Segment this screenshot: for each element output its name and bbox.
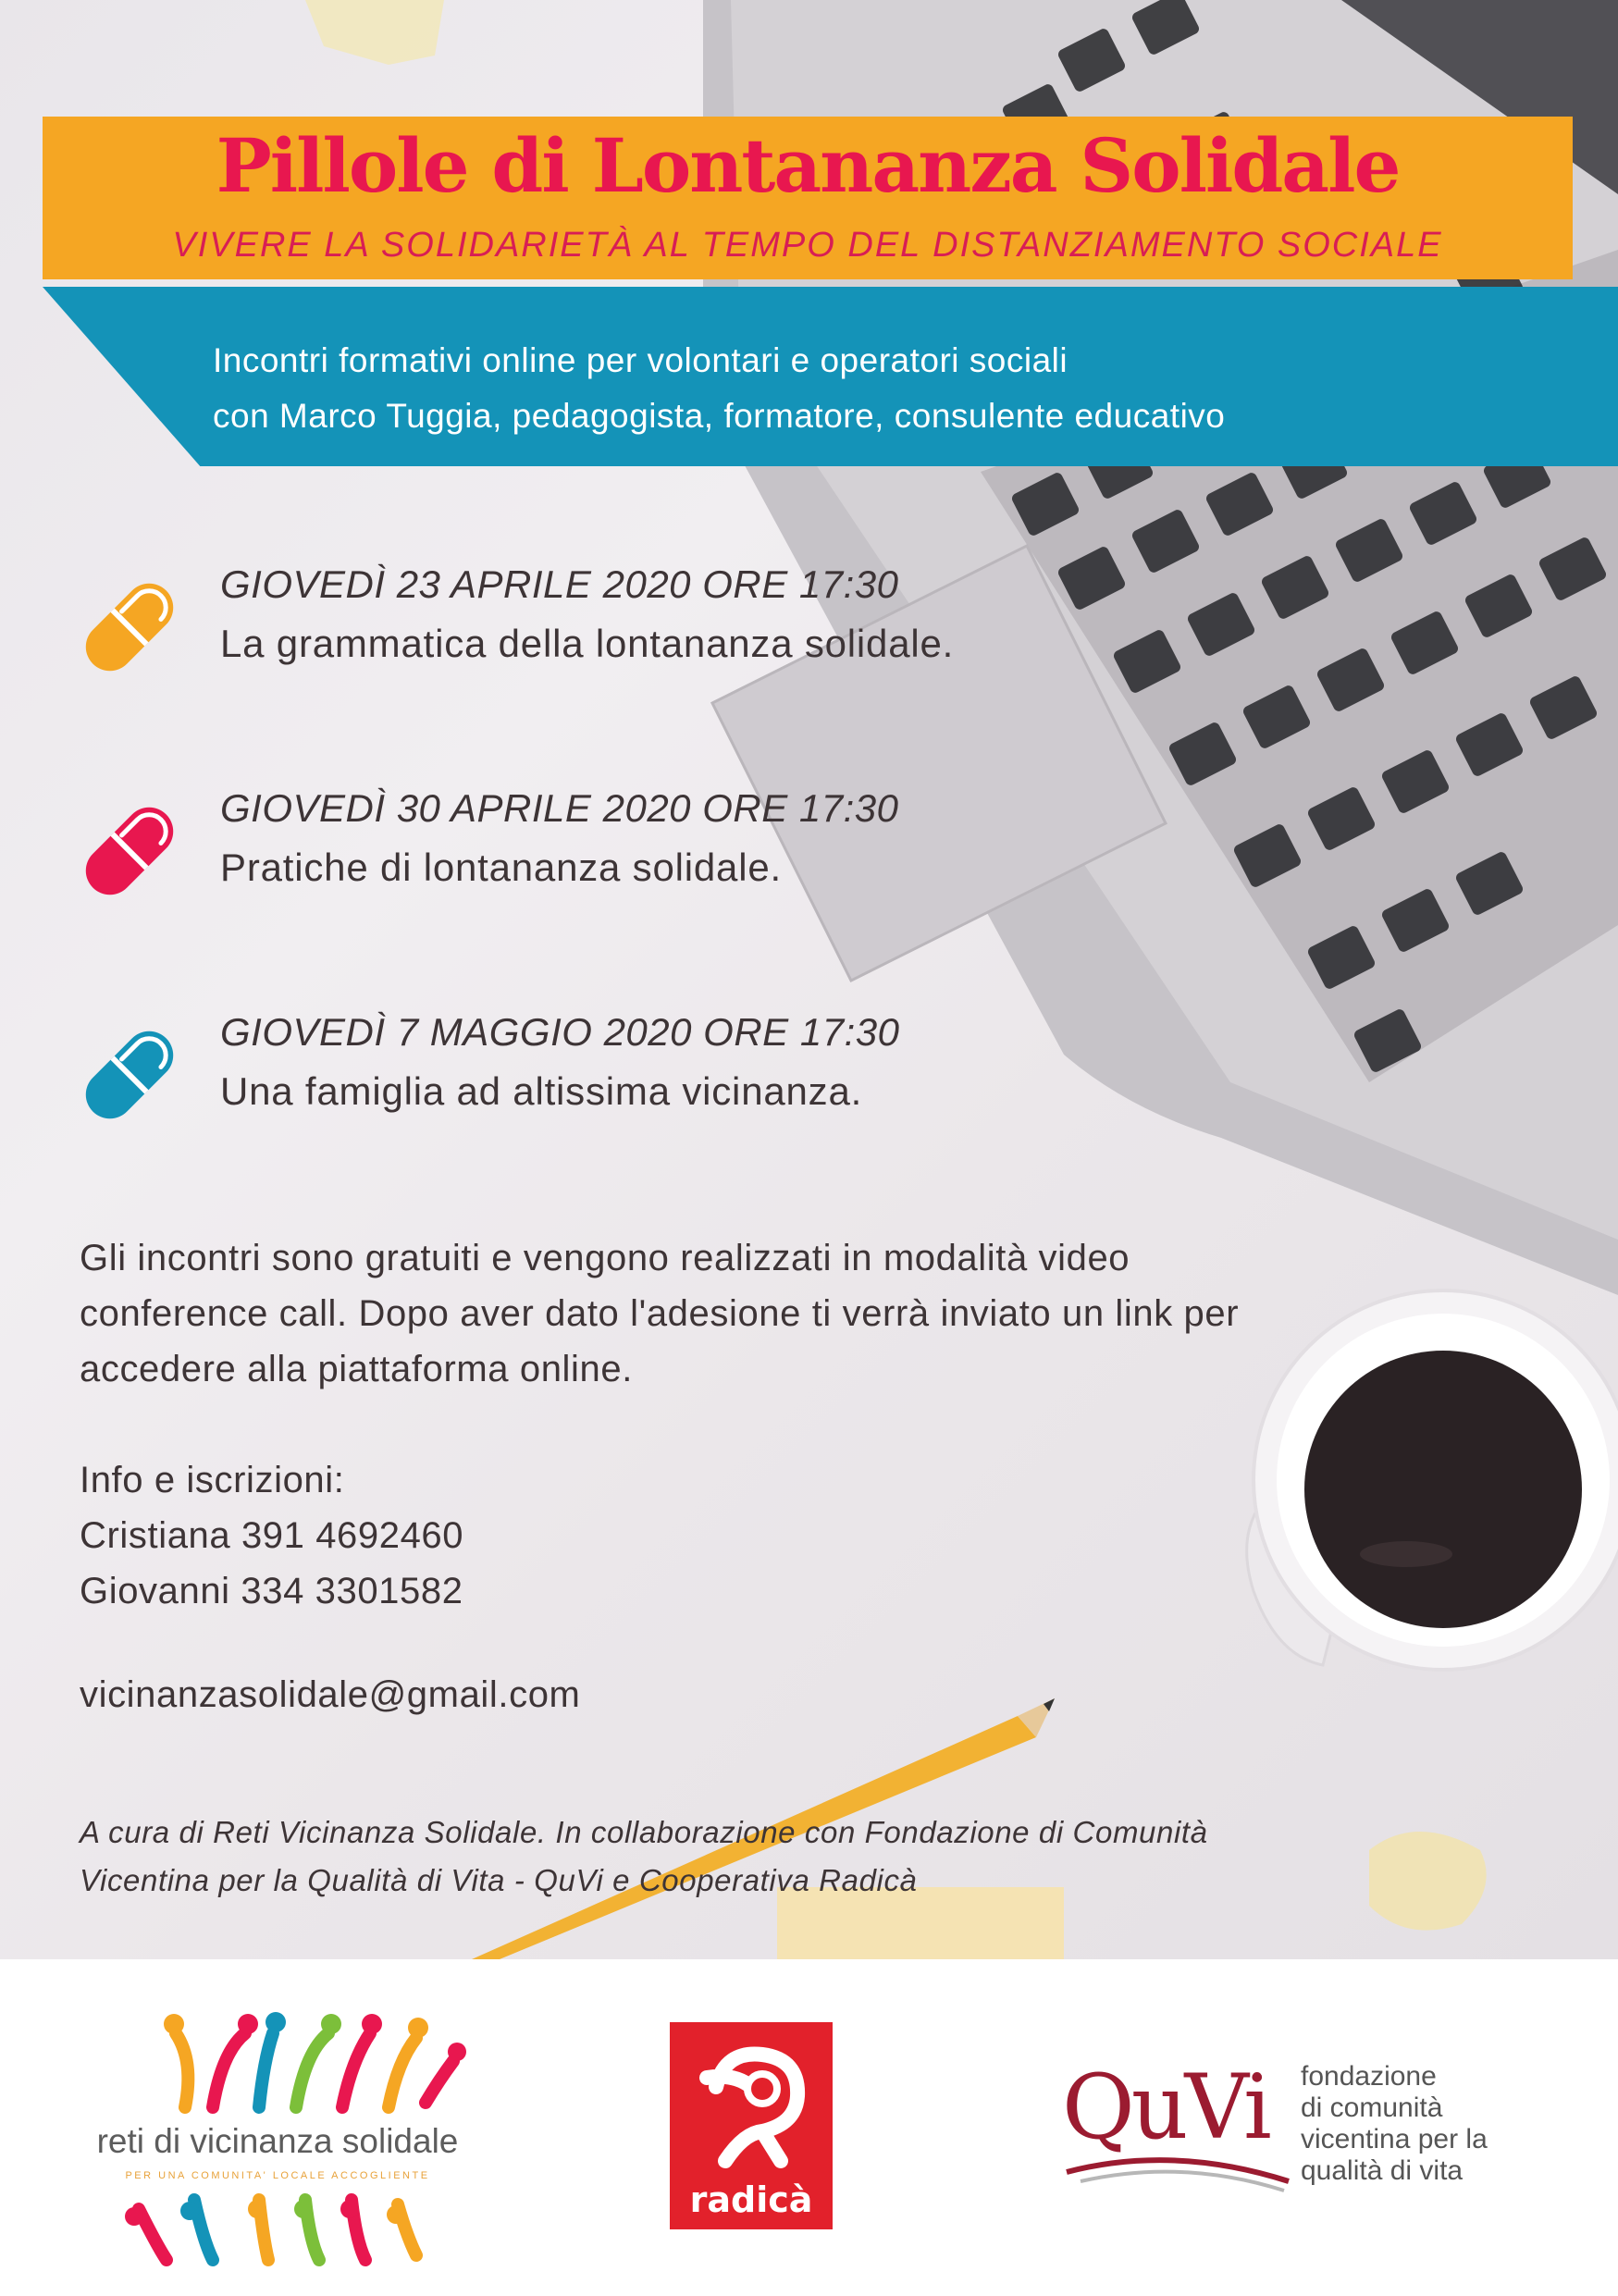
contact-email[interactable]: vicinanzasolidale@gmail.com xyxy=(80,1674,581,1715)
quvi-description xyxy=(1301,2061,1488,2187)
details-line: conference call. Dopo aver dato l'adesione ti verrà inviato un link per xyxy=(80,1293,1240,1334)
reti-logo-tagline: PER UNA COMUNITA' LOCALE ACCOGLIENTE xyxy=(125,2170,430,2181)
details-line: Gli incontri sono gratuiti e vengono realizzati in modalità video xyxy=(80,1238,1130,1278)
title-band xyxy=(43,117,1573,279)
credits-text xyxy=(80,1808,1560,1905)
pill-icon xyxy=(74,796,185,907)
event-topic: Pratiche di lontananza solidale. xyxy=(220,846,782,889)
intro-line: con Marco Tuggia, pedagogista, formatore, consulente educativo xyxy=(213,397,1226,435)
contact-phone: Cristiana 391 4692460 xyxy=(80,1515,464,1556)
quvi-logo-mark: QuVi xyxy=(1062,2055,1268,2159)
page-title: Pillole di Lontananza Solidale xyxy=(216,122,1400,209)
quvi-desc-line: vicentina per la xyxy=(1301,2124,1488,2154)
pill-icon xyxy=(74,1019,185,1130)
event-date: GIOVEDÌ 23 APRILE 2020 ORE 17:30 xyxy=(220,562,899,606)
footer-logos xyxy=(0,1959,1618,2296)
credits-line: Vicentina per la Qualità di Vita - QuVi e Cooperativa Radicà xyxy=(80,1863,918,1897)
event-item xyxy=(0,1010,1573,1167)
credits-line: A cura di Reti Vicinanza Solidale. In collaborazione con Fondazione di Comunità xyxy=(80,1815,1208,1849)
event-item xyxy=(0,786,1573,944)
reti-logo-text: reti di vicinanza solidale xyxy=(96,2122,459,2160)
event-item xyxy=(0,562,1573,720)
logo-quvi xyxy=(1062,2055,1580,2200)
radica-logo-text: radicà xyxy=(689,2179,813,2220)
details-text xyxy=(80,1230,1560,1397)
logo-reti-vicinanza-solidale xyxy=(74,1996,481,2274)
intro-line: Incontri formativi online per volontari e operatori sociali xyxy=(213,341,1068,379)
event-date: GIOVEDÌ 7 MAGGIO 2020 ORE 17:30 xyxy=(220,1010,900,1054)
quvi-swoosh-icon xyxy=(1062,2154,1293,2200)
info-block xyxy=(80,1452,463,1619)
event-topic: La grammatica della lontananza solidale. xyxy=(220,622,955,665)
radica-figure-icon xyxy=(670,2022,833,2179)
event-topic: Una famiglia ad altissima vicinanza. xyxy=(220,1069,863,1113)
intro-text xyxy=(213,333,1508,444)
logo-radica xyxy=(670,2022,833,2229)
quvi-desc-line: di comunità xyxy=(1301,2092,1443,2123)
event-date: GIOVEDÌ 30 APRILE 2020 ORE 17:30 xyxy=(220,786,899,830)
quvi-desc-line: qualità di vita xyxy=(1301,2155,1464,2186)
contact-phone: Giovanni 334 3301582 xyxy=(80,1571,463,1611)
pill-icon xyxy=(74,572,185,683)
quvi-desc-line: fondazione xyxy=(1301,2061,1437,2092)
details-line: accedere alla piattaforma online. xyxy=(80,1349,633,1389)
info-heading: Info e iscrizioni: xyxy=(80,1460,345,1500)
page-subtitle: VIVERE LA SOLIDARIETÀ AL TEMPO DEL DISTANZIAMENTO SOCIALE xyxy=(172,226,1443,265)
